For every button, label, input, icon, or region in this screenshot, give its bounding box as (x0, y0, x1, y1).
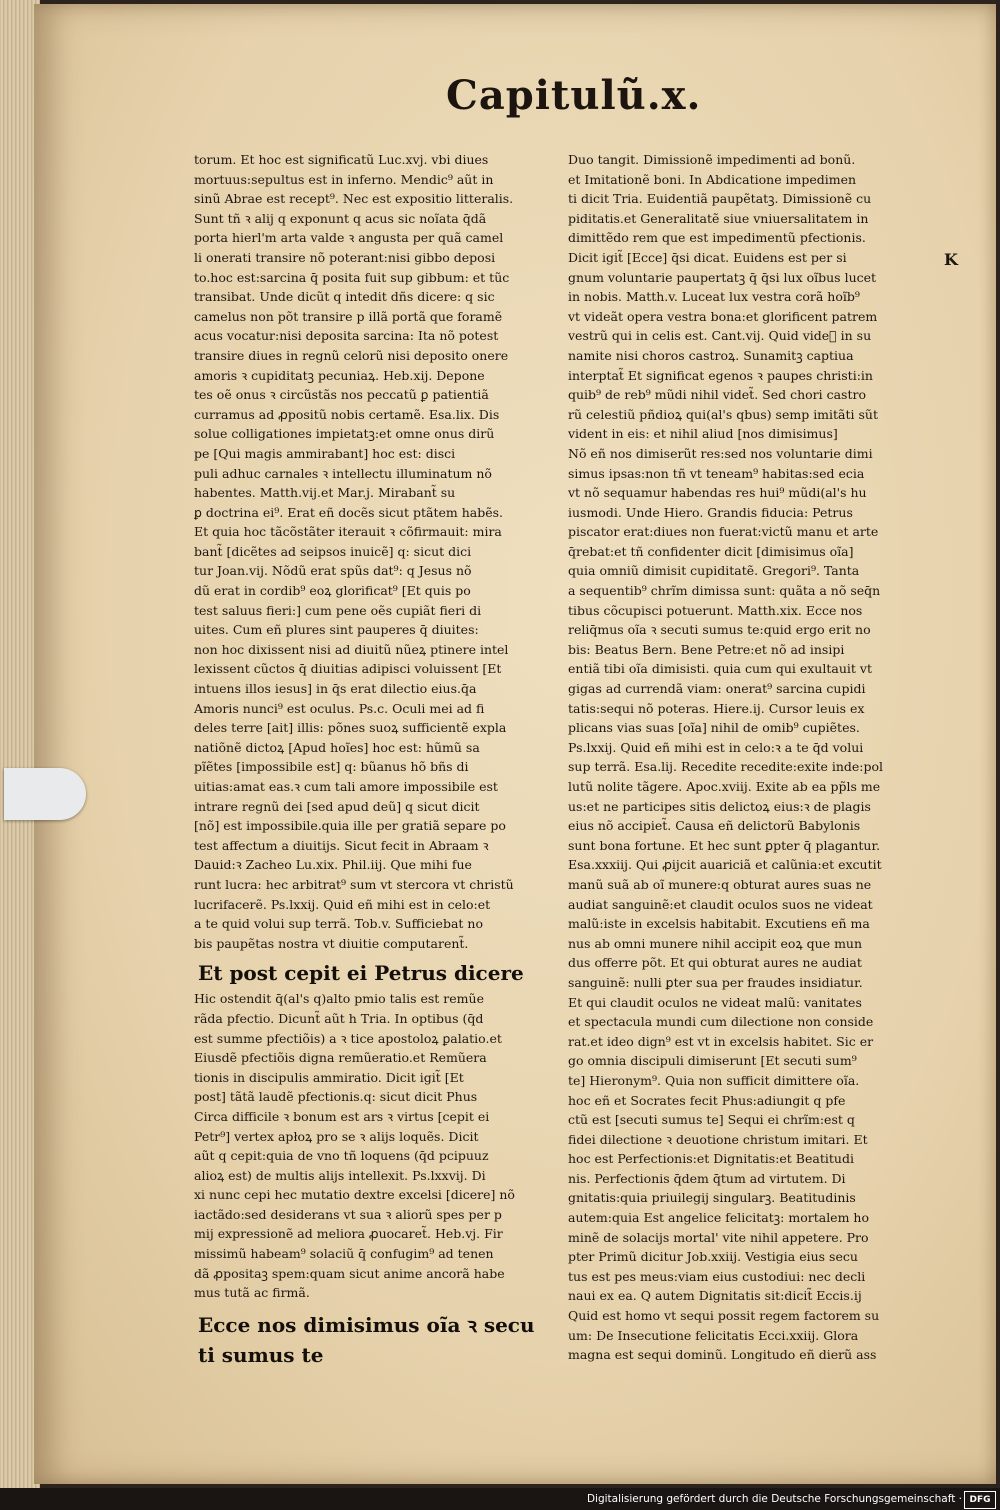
text-line: Duo tangit. Dimissionẽ impedimenti ad bonũ. (568, 152, 856, 167)
text-line: Esa.xxxiij. Qui ꝓijcit auariciã et calũnia:et excutit (568, 857, 882, 873)
text-line: vt nõ sequamur habendas res hui⁹ mũdi(al's hu (568, 485, 867, 501)
text-line: curramus ad ꝓpositũ nobis certamẽ. Esa.lix. Dis (194, 406, 500, 422)
text-line: xi nunc cepi hec mutatio dextre excelsi [dicere] nõ (194, 1187, 515, 1203)
text-line: camelus non põt transire p illã portã que foramẽ (194, 308, 503, 324)
left-heading-1: Et post cepit ei Petrus dicere (198, 961, 524, 986)
text-line: plicans vias suas [oĩa] nihil de omib⁹ cupiẽtes. (568, 720, 860, 736)
text-line: natiõnẽ dictoꝝ [Apud hoĩes] hoc est: hũmũ sa (194, 739, 480, 755)
text-line: a te quid volui sup terrã. Tob.v. Sufficiebat no (194, 916, 483, 932)
text-line: mortuus:sepultus est in inferno. Mendic⁹ aũt in (194, 171, 494, 187)
text-line: tes oẽ onus ꝛ circũstãs nos peccatũ ꝑ patientiã (194, 387, 489, 403)
text-line: minẽ de solacijs mortal' vite nihil appetere. Pro (568, 1229, 869, 1245)
text-line: simus ipsas:non tñ vt teneam⁹ habitas:sed ecia (568, 465, 865, 481)
text-line: post] tãtã laudẽ pfectionis.q: sicut dicit Phus (194, 1089, 478, 1105)
text-line: intuens illos iesus] in q̄s erat dilectio eius.q̄a (194, 681, 477, 697)
text-line: Amoris nunci⁹ est oculus. Ps.c. Oculi mei ad fi (194, 700, 485, 716)
text-line: porta hierl'm arta valde ꝛ angusta per quã camel (194, 230, 504, 246)
text-line: namite nisi choros castroꝝ. Sunamitꝫ captiua (568, 347, 854, 363)
text-line: pter Primũ dicitur Job.xxiij. Vestigia eius secu (568, 1249, 858, 1265)
text-line: li onerati transire nõ poterant:nisi gibbo deposi (194, 249, 496, 265)
text-line: tur Joan.vij. Nõdũ erat spũs dat⁹: q Jesus nõ (194, 563, 472, 579)
text-line: manũ suã ab oĩ munere:q obturat aures suas ne (568, 876, 872, 892)
text-line: dã ꝓpositaꝫ spem:quam sicut anime ancorã habe (194, 1265, 505, 1281)
text-line: vident in eis: et nihil aliud [nos dimisimus] (568, 426, 838, 442)
text-line: amoris ꝛ cupiditatꝫ pecuniaꝝ. Heb.xij. Depone (194, 367, 485, 383)
text-line: habentes. Matth.vij.et Mar.j. Mirabant̃ su (194, 485, 456, 501)
text-line: Quid est homo vt sequi possit regem factorem su (568, 1308, 880, 1324)
text-line: q̄rebat:et tñ confidenter dicit [dimisimus oĩa] (568, 543, 854, 559)
text-line: tibus cõcupisci potuerunt. Matth.xix. Ecce nos (568, 602, 863, 618)
text-line: vt videãt opera vestra bona:et glorificent patrem (568, 308, 878, 324)
right-column-body (568, 150, 934, 1365)
text-line: rũ celestiũ pñdioꝝ qui(al's qbus) semp imitãti sũt (568, 406, 878, 422)
text-line: autem:quia Est angelice felicitatꝫ: mortalem ho (568, 1210, 869, 1226)
text-line: intrare regnũ dei [sed apud deũ] q sicut dicit (194, 798, 480, 814)
right-column (568, 150, 934, 1365)
text-line: Dauid:ꝛ Zacheo Lu.xix. Phil.iij. Que mihi fue (194, 857, 472, 873)
text-line: aũt q cepit:quia de vno tñ loquens (q̄d pcipuuz (194, 1148, 489, 1164)
text-line: runt lucra: hec arbitrat⁹ sum vt stercora vt christũ (194, 876, 514, 892)
text-line: tionis in discipulis ammiratio. Dicit igit̃ [Et (194, 1069, 464, 1085)
text-line: lucrifacerẽ. Ps.lxxij. Quid eñ mihi est in celo:et (194, 896, 491, 912)
text-line: Dicit igit̃ [Ecce] q̄si dicat. Euidens est per si (568, 249, 847, 265)
text-line: quia omniũ dimisit cupiditatẽ. Gregori⁹. Tanta (568, 563, 860, 579)
text-line: bis paupẽtas nostra vt diuitie computarent̃. (194, 935, 469, 951)
text-line: Et quia hoc tãcõstãter iterauit ꝛ cõfirmauit: mira (194, 524, 502, 540)
text-line: sunt bona fortune. Et hec sunt ꝑpter q̄ plagantur. (568, 837, 881, 853)
text-line: torum. Et hoc est significatũ Luc.xvj. vbi diues (194, 152, 489, 167)
text-line: mus tutã ac firmã. (194, 1285, 310, 1301)
text-line: go omnia discipuli dimiserunt [Et secuti sum⁹ (568, 1053, 857, 1069)
text-line: gnum voluntarie paupertatꝫ q̄ q̄si lux oĩbus lucet (568, 269, 877, 285)
text-line: gigas ad currendã viam: onerat⁹ sarcina cupidi (568, 681, 866, 697)
text-line: malũ:iste in excelsis habitabit. Excutiens eñ ma (568, 916, 870, 932)
text-line: dimittẽdo rem que est impedimentũ pfectionis. (568, 230, 866, 246)
footer-credit: Digitalisierung gefördert durch die Deutsche Forschungsgemeinschaft · (586, 1493, 962, 1505)
left-column-body-2 (194, 989, 546, 1303)
text-line: nis. Perfectionis q̄dem q̄tum ad virtutem. Di (568, 1170, 846, 1186)
text-line: piditatis.et Generalitatẽ siue vniuersalitatem in (568, 210, 869, 226)
text-line: to.hoc est:sarcina q̄ posita fuit sup gibbum: et tũc (194, 269, 510, 285)
text-line: gnitatis:quia priuilegij singularꝫ. Beatitudinis (568, 1190, 856, 1206)
text-line: sinũ Abrae est recept⁹. Nec est expositio litteralis. (194, 191, 514, 207)
text-line: tatis:sequi nõ poteras. Hiere.ij. Cursor leuis ex (568, 700, 865, 716)
text-line: dus offerre põt. Et qui obturat aures ne audiat (568, 955, 862, 971)
text-line: dũ erat in cordib⁹ eoꝝ glorificat⁹ [Et quis po (194, 583, 471, 599)
left-heading-2b: ti sumus te (198, 1342, 324, 1367)
text-line: Nõ eñ nos dimiserũt res:sed nos voluntarie dimi (568, 445, 873, 461)
text-line: sanguinẽ: nulli ꝑter sua per fraudes insidiatur. (568, 974, 863, 990)
text-line: us:et ne participes sitis delictoꝝ eius:ꝛ de plagis (568, 798, 871, 814)
text-line: pĩẽtes [impossibile est] q: bũanus hõ bñs di (194, 759, 469, 775)
text-line: non hoc dixissent nisi ad diuitũ nũeꝝ ptinere intel (194, 641, 509, 657)
text-line: bant̃ [dicẽtes ad seipsos inuicẽ] q: sicut dici (194, 543, 472, 559)
text-line: acus vocatur:nisi deposita sarcina: Ita nõ potest (194, 328, 499, 344)
dfg-logo: DFG (964, 1491, 996, 1509)
text-line: et spectacula mundi cum dilectione non conside (568, 1014, 874, 1030)
text-line: Eiusdẽ pfectiõis digna remũeratio.et Remũera (194, 1050, 487, 1066)
text-line: lexissent cũctos q̄ diuitias adipisci voluissent [Et (194, 661, 502, 677)
text-line: Ps.lxxij. Quid eñ mihi est in celo:ꝛ a te q̄d volui (568, 739, 864, 755)
text-line: Hic ostendit q̄(al's q)alto pmio talis est remũe (194, 991, 484, 1007)
text-line: Petr⁹] vertex apłoꝝ pro se ꝛ alijs loquẽs. Dicit (194, 1128, 479, 1144)
text-line: hoc eñ et Socrates fecit Phus:adiungit q pfe (568, 1092, 846, 1108)
left-column (194, 150, 546, 1371)
text-line: deles terre [ait] illis: põnes suoꝝ sufficientẽ expla (194, 720, 507, 736)
text-line: iactãdo:sed desiderans vt sua ꝛ aliorũ spes per p (194, 1206, 502, 1222)
text-line: [nõ] est impossibile.quia ille per gratiã separe po (194, 818, 506, 834)
text-line: uitias:amat eas.ꝛ cum tali amore impossibile est (194, 779, 498, 794)
text-line: test affectum a diuitijs. Sicut fecit in Abraam ꝛ (194, 837, 489, 853)
text-line: transibat. Unde dicũt q intedit dñs dicere: q sic (194, 289, 495, 305)
text-line: reliq̄mus oĩa ꝛ secuti sumus te:quid ergo erit no (568, 622, 871, 638)
text-line: rat.et ideo dign⁹ est vt in excelsis habitet. Sic er (568, 1033, 874, 1049)
text-line: hoc est Perfectionis:et Dignitatis:et Beatitudi (568, 1151, 854, 1167)
text-line: rãda pfectio. Dicunt̃ aũt h Tria. In optibus (q̄d (194, 1010, 484, 1026)
text-line: iusmodi. Unde Hiero. Grandis fiducia: Petrus (568, 504, 853, 520)
text-line: et Imitationẽ boni. In Abdicatione impedimen (568, 171, 857, 187)
left-column-body-1 (194, 150, 546, 953)
text-line: mij expressionẽ ad meliora ꝓuocaret̃. Heb.vj. Fir (194, 1226, 503, 1242)
text-line: tus est pes meus:viam eius custodiui: nec decli (568, 1268, 866, 1284)
text-line: audiat sanguinẽ:et claudit oculos suos ne videat (568, 896, 873, 912)
text-line: entiã tibi oĩa dimisisti. quia cum qui exultauit vt (568, 661, 872, 677)
text-line: puli adhuc carnales ꝛ intellectu illuminatum nõ (194, 465, 492, 481)
text-line: piscator erat:diues non fuerat:victũ manu et arte (568, 524, 879, 540)
text-line: ti dicit Tria. Euidentiã paupẽtatꝫ. Dimissionẽ cu (568, 191, 872, 207)
text-line: pe [Qui magis ammirabant] hoc est: disci (194, 445, 456, 461)
text-line: solue colligationes impietatꝫ:et omne onus dirũ (194, 426, 495, 442)
text-line: nus ab omni munere nihil accipit eoꝝ que mun (568, 935, 863, 951)
margin-note: K (944, 250, 958, 269)
text-line: lutũ nolite tãgere. Apoc.xviij. Exite ab ea pp̃ls me (568, 779, 881, 794)
text-line: uites. Cum eñ plures sint pauperes q̄ diuites: (194, 622, 479, 638)
text-line: in nobis. Matth.v. Luceat lux vestra corã hoĩb⁹ (568, 289, 860, 305)
text-line: transire diues in regnũ celorũ nisi deposito onere (194, 347, 509, 363)
text-line: test saluus fieri:] cum pene oẽs cupiãt fieri di (194, 602, 482, 618)
text-line: sup terrã. Esa.lij. Recedite recedite:exite inde:pol (568, 759, 884, 775)
text-line: um: De Insecutione felicitatis Ecci.xxiij. Glora (568, 1327, 859, 1343)
text-line: vestrũ qui in celis est. Cant.vij. Quid videᷤ in su (568, 328, 872, 344)
bookmark-tab (4, 768, 86, 820)
text-line: alioꝝ est) de multis alijs intellexit. Ps.lxxvij. Di (194, 1167, 486, 1183)
page-header: Capitulũ.x. (446, 72, 702, 119)
text-line: missimũ habeam⁹ solaciũ q̄ confugim⁹ ad tenen (194, 1246, 494, 1262)
text-line: naui ex ea. Q autem Dignitatis sit:dicit̃ Eccis.ij (568, 1288, 862, 1304)
text-line: eius nõ accipiet̃. Causa eñ delictorũ Babylonis (568, 818, 861, 834)
text-line: ꝑ doctrina ei⁹. Erat eñ docẽs sicut ptãtem habẽs. (194, 504, 504, 520)
text-line: Et qui claudit oculos ne videat malũ: vanitates (568, 994, 862, 1010)
text-line: Sunt tñ ꝛ alij q exponunt q acus sic noĩata q̄dã (194, 210, 487, 226)
text-line: ctũ est [secuti sumus te] Sequi ei chrĩm:est q (568, 1112, 855, 1128)
text-line: magna est sequi dominũ. Longitudo eñ dierũ ass (568, 1347, 877, 1363)
left-heading-2a: Ecce nos dimisimus oĩa ꝛ secu (198, 1312, 535, 1337)
text-line: Circa difficile ꝛ bonum est ars ꝛ virtus [cepit ei (194, 1108, 490, 1124)
text-line: fidei dilectione ꝛ deuotione christum imitari. Et (568, 1131, 868, 1147)
text-line: bis: Beatus Bern. Bene Petre:et nõ ad insipi (568, 641, 845, 657)
text-line: est summe pfectiõis) a ꝛ tice apostoloꝝ ꝑalatio.et (194, 1030, 502, 1046)
text-line: a sequentib⁹ chrĩm dimissa sunt: quãta a nõ seq̄n (568, 583, 881, 599)
text-line: quib⁹ de reb⁹ mũdi nihil videt̃. Sed chori castro (568, 387, 866, 403)
text-line: interptat̃ Et significat egenos ꝛ paupes christi:in (568, 367, 873, 383)
text-line: te] Hieronym⁹. Quia non sufficit dimittere oĩa. (568, 1072, 860, 1088)
